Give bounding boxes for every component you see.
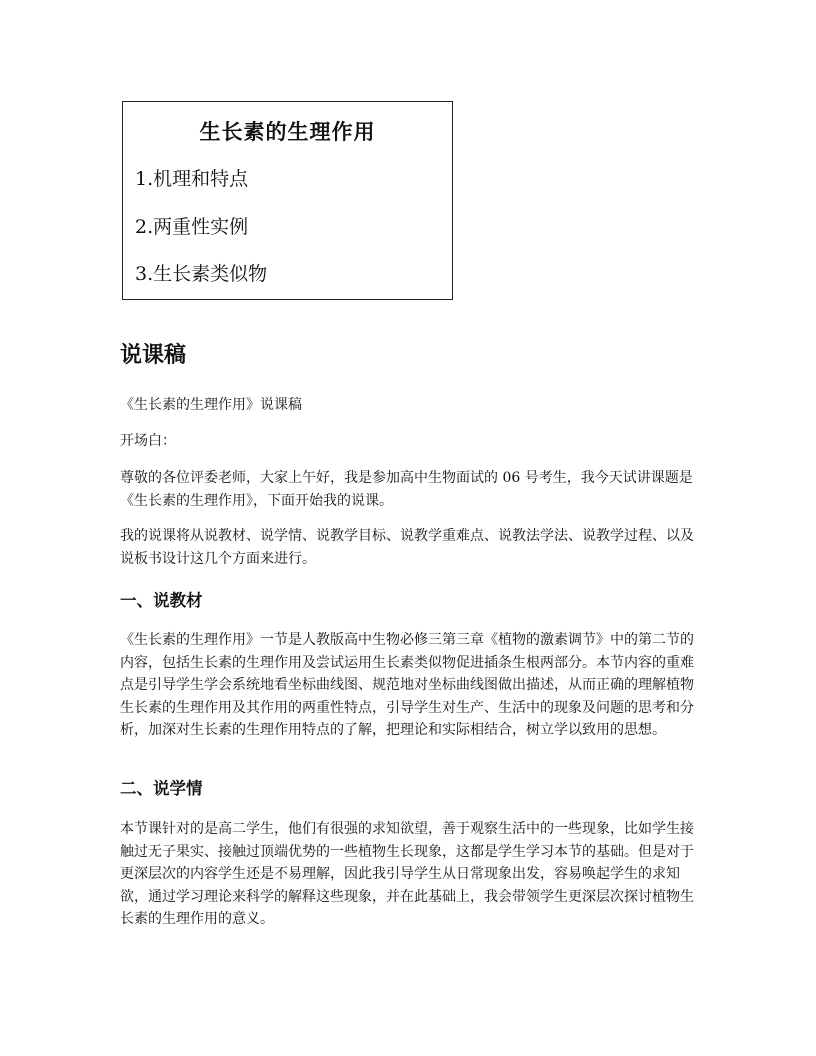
blackboard-design-box <box>122 101 453 300</box>
section-heading-textbook: 一、说教材 <box>120 591 203 610</box>
section-body-textbook: 《生长素的生理作用》一节是人教版高中生物必修三第三章《植物的激素调节》中的第二节的内容，包括生长素的生理作用及尝试运用生长素类似物促进插条生根两部分。本节内容的重难点是引导学生学会系统地看坐标曲线图、规范地对坐标曲线图做出描述，从而正确的理解植物生长素的生理作用及其作用的两重性特点，引导学生对生产、生活中的现象及问题的思考和分析，加深对生长素的生理作用特点的了解，把理论和实际相结合，树立学以致用的思想。 <box>120 632 694 738</box>
section-body-students: 本节课针对的是高二学生，他们有很强的求知欲望，善于观察生活中的一些现象，比如学生接触过无子果实、接触过顶端优势的一些植物生长现象，这都是学生学习本节的基础。但是对于更深层次的内容学生还是不易理解，因此我引导学生从日常现象出发，容易唤起学生的求知欲，通过学习理论来科学的解释这些现象，并在此基础上，我会带领学生更深层次探讨植物生长素的生理作用的意义。 <box>120 821 694 927</box>
section-heading-students: 二、说学情 <box>120 779 203 798</box>
plan-paragraph: 我的说课将从说教材、说学情、说教学目标、说教学重难点、说教法学法、说教学过程、以及说板书设计这几个方面来进行。 <box>120 528 694 567</box>
opening-label: 开场白： <box>120 433 176 449</box>
board-item-mechanism: 1.机理和特点 <box>135 168 249 190</box>
board-title: 生长素的生理作用 <box>199 119 376 144</box>
board-item-duality: 2.两重性实例 <box>135 216 249 238</box>
lecture-subtitle: 《生长素的生理作用》说课稿 <box>120 397 302 413</box>
document-title: 说课稿 <box>120 343 187 368</box>
board-item-analogs: 3.生长素类似物 <box>135 263 268 285</box>
greeting-paragraph: 尊敬的各位评委老师，大家上午好，我是参加高中生物面试的 06 号考生，我今天试讲课题是《生长素的生理作用》，下面开始我的说课。 <box>120 470 693 509</box>
